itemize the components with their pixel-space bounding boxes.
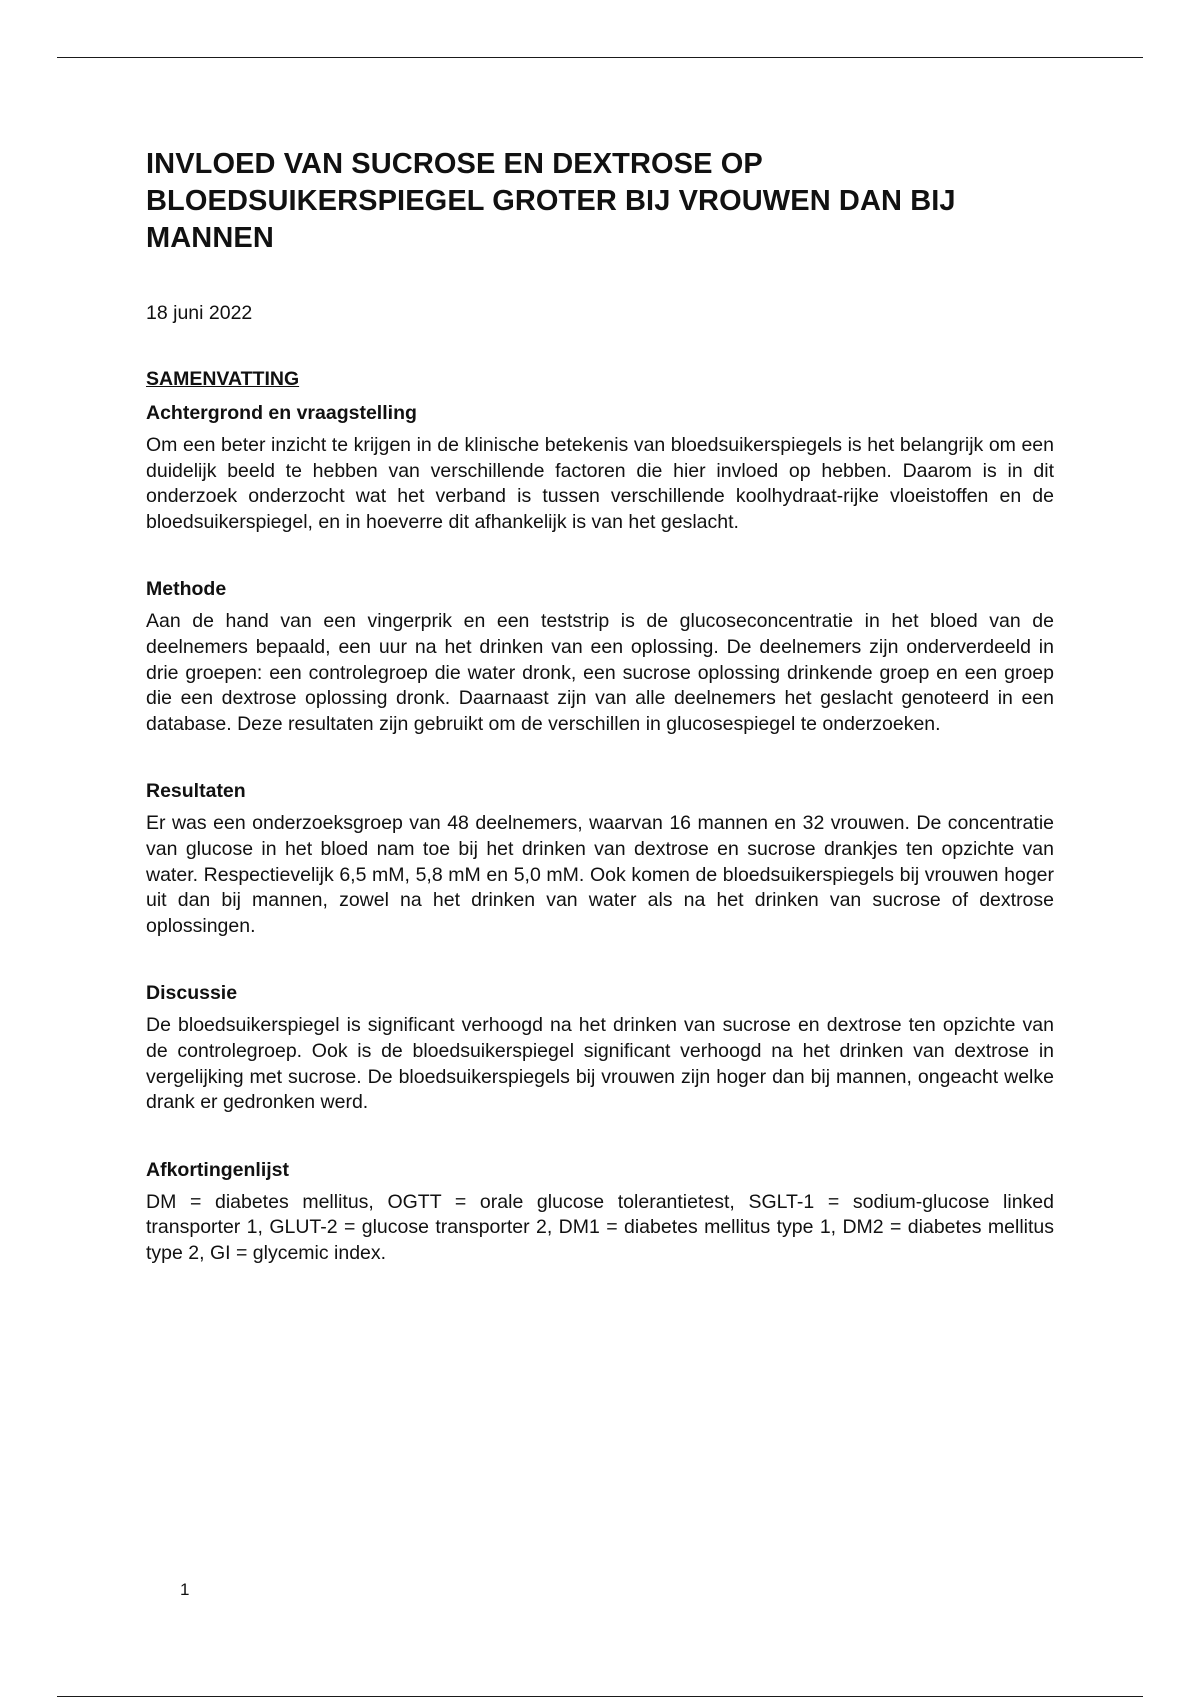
- subsection-heading: Achtergrond en vraagstelling: [146, 402, 417, 424]
- subsection-paragraph: Er was een onderzoeksgroep van 48 deelnemers, waarvan 16 mannen en 32 vrouwen. De concentratie van glucose in het bloed nam toe bij het drinken van dextrose en sucrose drankjes ten opzichte van water. Respectievelijk 6,5 mM, 5,8 mM en 5,0 mM. Ook komen de bloedsuikerspiegels bij vrouwen hoger uit dan bij mannen, zowel na het drinken van water als na het drinken van sucrose of dextrose oplossingen.: [146, 812, 1054, 937]
- subsection-achtergrond: [146, 401, 1054, 535]
- subsection-heading: Discussie: [146, 982, 238, 1005]
- paper-page-content: [146, 146, 1054, 1266]
- subsection-paragraph: Om een beter inzicht te krijgen in de klinische betekenis van bloedsuikerspiegels is het belangrijk om een duidelijk beeld te hebben van verschillende factoren die hier invloed op hebben. Daarom is in dit onderzoek onderzocht wat het verband is tussen verschillende koolhydraat-rijke vloeistoffen en de bloedsuikerspiegel, en in hoeverre dit afhankelijk is van het geslacht.: [146, 434, 1054, 533]
- bottom-rule: [57, 1696, 1143, 1697]
- page-number: 1: [180, 1580, 190, 1599]
- subsection-paragraph: Aan de hand van een vingerprik en een teststrip is de glucoseconcentratie in het bloed van de deelnemers bepaald, een uur na het drinken van een oplossing. De deelnemers zijn onderverdeeld in drie groepen: een controlegroep die water dronk, een sucrose oplossing drinkende groep en een groep die een dextrose oplossing dronk. Daarnaast zijn van alle deelnemers het geslacht genoteerd in een database. Deze resultaten zijn gebruikt om de verschillen in glucosespiegel te onderzoeken.: [146, 610, 1054, 735]
- subsection-methode: [146, 577, 1054, 737]
- top-rule: [57, 57, 1143, 58]
- subsection-paragraph: De bloedsuikerspiegel is significant verhoogd na het drinken van sucrose en dextrose ten opzichte van de controlegroep. Ook is de bloedsuikerspiegel significant verhoogd na het drinken van dextrose in vergelijking met sucrose. De bloedsuikerspiegels bij vrouwen zijn hoger dan bij mannen, ongeacht welke drank er gedronken werd.: [146, 1014, 1054, 1114]
- subsection-paragraph: DM = diabetes mellitus, OGTT = orale glucose tolerantietest, SGLT-1 = sodium-glucose linked transporter 1, GLUT-2 = glucose transporter 2, DM1 = diabetes mellitus type 1, DM2 = diabetes mellitus type 2, GI = glycemic index.: [146, 1190, 1054, 1264]
- section-heading-samenvatting: SAMENVATTING: [146, 368, 300, 390]
- subsection-heading: Methode: [146, 578, 227, 601]
- subsection-afkortingenlijst: [146, 1158, 1054, 1267]
- paper-date: 18 juni 2022: [146, 302, 253, 324]
- subsection-heading: Afkortingenlijst: [146, 1158, 290, 1181]
- paper-title: INVLOED VAN SUCROSE EN DEXTROSE OP BLOEDSUIKERSPIEGEL GROTER BIJ VROUWEN DAN BIJ MANNEN: [146, 148, 956, 254]
- subsection-resultaten: [146, 779, 1054, 939]
- subsection-heading: Resultaten: [146, 780, 246, 803]
- subsection-discussie: [146, 981, 1054, 1115]
